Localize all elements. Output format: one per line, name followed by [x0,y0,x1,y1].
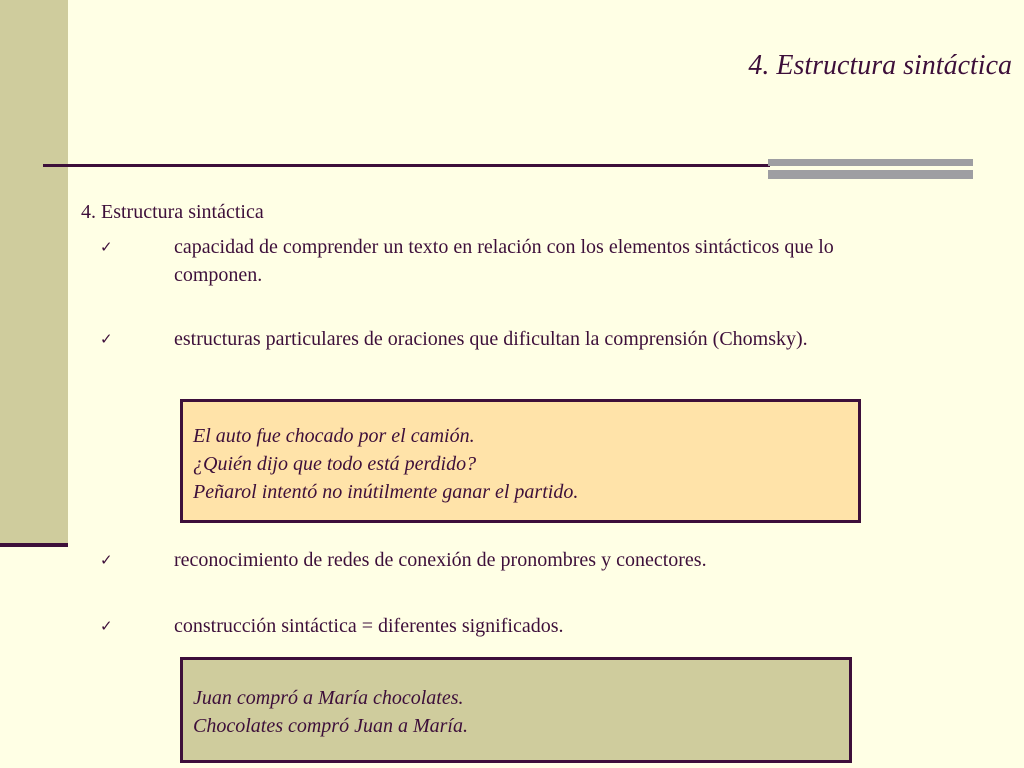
left-decorative-rule [0,543,68,547]
bullet-item [100,612,880,640]
bullet-item [100,325,880,353]
slide-title: 4. Estructura sintáctica [748,50,1012,81]
bullet-text: capacidad de comprender un texto en relación con los elementos sintácticos que lo componen. [174,236,834,286]
bullet-text: reconocimiento de redes de conexión de pronombres y conectores. [174,549,707,571]
decorative-gray-bar-bottom [768,170,973,179]
checkmark-icon: ✓ [100,238,113,256]
checkmark-icon: ✓ [100,617,113,635]
decorative-gray-bar-top [768,159,973,166]
left-decorative-bar [0,0,68,545]
example-box-word-order [180,657,852,763]
example-box-passive-sentences [180,399,861,523]
bullet-item [100,233,880,289]
title-divider [43,164,770,167]
checkmark-icon: ✓ [100,551,113,569]
example-sentence: El auto fue chocado por el camión. [193,425,475,447]
bullet-text: construcción sintáctica = diferentes significados. [174,615,564,637]
section-heading: 4. Estructura sintáctica [81,201,264,223]
example-sentence: Juan compró a María chocolates. [193,687,464,709]
example-sentence: Peñarol intentó no inútilmente ganar el partido. [193,481,579,503]
checkmark-icon: ✓ [100,330,113,348]
example-sentence: ¿Quién dijo que todo está perdido? [193,453,477,475]
bullet-item [100,546,880,574]
bullet-text: estructuras particulares de oraciones que dificultan la comprensión (Chomsky). [174,328,808,350]
example-sentence: Chocolates compró Juan a María. [193,715,468,737]
